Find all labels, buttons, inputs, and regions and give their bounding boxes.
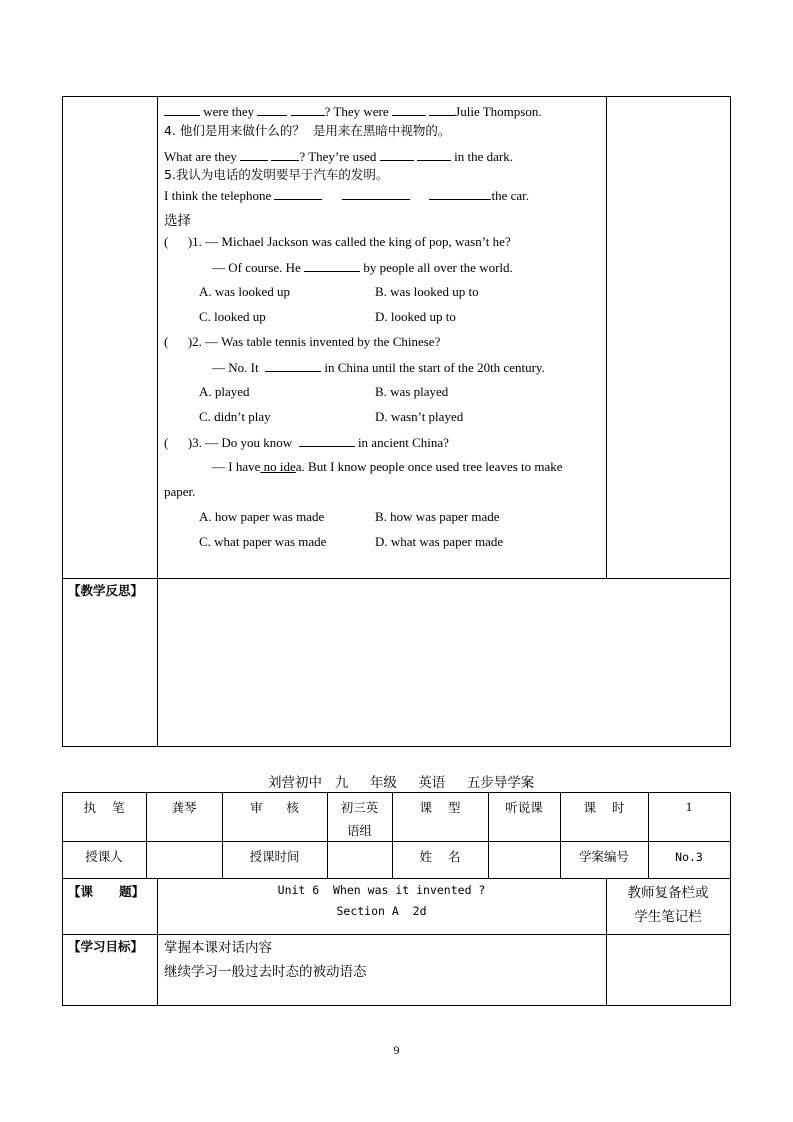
mc-3-option-d: D. what was paper made [375,534,504,549]
period-value: 1 [685,799,693,814]
time-label: 授课时间 [249,849,300,864]
mc-1-option-d: D. looked up to [375,309,456,324]
mc-1-question: ( )1. — Michael Jackson was called the king of pop, wasn’t he? [164,234,511,249]
mc-3-option-b: B. how was paper made [375,509,500,524]
reflection-label: 【教学反思】 [68,583,144,598]
mc-3-option-a: A. how paper was made [199,509,325,524]
topic-unit: Unit 6 When was it invented ? [277,883,486,897]
fill-line-1: were they ? They were Julie Thompson. [164,103,542,120]
page-number: 9 [393,1043,400,1057]
question-5: 5.我认为电话的发明要早于汽车的发明。 [164,167,389,182]
page-title: 刘营初中 九 年级 英语 五步导学案 [268,775,535,791]
info-table-row-divider [62,841,731,842]
topic-row-bottom-border [62,934,731,935]
mc-3-question: ( )3. — Do you know in ancient China? [164,435,449,450]
mc-3-reply-continued: paper. [164,484,196,499]
mc-1-option-b: B. was looked up to [375,284,479,299]
notes-column-title-line2: 学生笔记栏 [634,909,702,925]
goals-row-bottom-border [62,1005,731,1006]
mc-2-option-d: D. wasn’t played [375,409,464,424]
topic-label: 【课 题】 [68,884,145,899]
mc-2-option-a: A. played [199,384,250,399]
notes-column-title-line1: 教师复备栏或 [627,885,709,901]
plan-no-label: 学案编号 [578,849,629,864]
goals-label: 【学习目标】 [68,939,144,954]
mc-1-option-c: C. looked up [199,309,266,324]
goal-2: 继续学习一般过去时态的被动语态 [164,964,367,980]
info-table-left-border [62,792,63,1005]
goal-1: 掌握本课对话内容 [164,940,272,956]
type-label: 课 型 [419,800,461,815]
mc-3-option-c: C. what paper was made [199,534,327,549]
mc-2-reply: — No. It in China until the start of the 20th century. [212,360,545,375]
table-row-divider [62,578,731,579]
table-notes-column-divider [606,96,607,578]
table-label-column-divider [157,96,158,746]
reviewer-value-line2: 语组 [346,823,372,838]
info-table-right-border [730,792,731,1005]
period-label: 课 时 [583,800,625,815]
table-bottom-border [62,746,731,747]
choose-heading: 选择 [164,213,191,229]
table-left-border [62,96,63,746]
mc-3-reply: — I have no idea. But I know people once used tree leaves to make [212,459,563,474]
mc-1-option-a: A. was looked up [199,284,290,299]
name-label: 姓 名 [419,849,461,864]
topic-section: Section A 2d [336,904,427,918]
info-table-top-border [62,792,731,793]
fill-line-2: What are they ? They’re used in the dark. [164,149,514,164]
writer-label: 执 笔 [83,800,125,815]
question-4: 4. 他们是用来做什么的？ 是用来在黑暗中视物的。 [164,123,451,138]
mc-2-option-b: B. was played [375,384,449,399]
plan-no-value: No.3 [675,850,703,864]
mc-2-option-c: C. didn’t play [199,409,271,424]
reviewer-label: 审 核 [250,800,299,815]
mc-2-question: ( )2. — Was table tennis invented by the Chinese? [164,334,441,349]
info-table-row-divider-2 [62,878,731,879]
mc-1-reply: — Of course. He by people all over the world. [212,260,513,275]
reviewer-value-line1: 初三英 [340,800,379,815]
teacher-label: 授课人 [85,849,123,864]
table-right-border [730,96,731,746]
type-value: 听说课 [505,800,543,815]
fill-line-3: I think the telephone the car. [164,188,530,203]
writer-value: 龚琴 [171,800,197,815]
table-top-border [62,96,731,97]
